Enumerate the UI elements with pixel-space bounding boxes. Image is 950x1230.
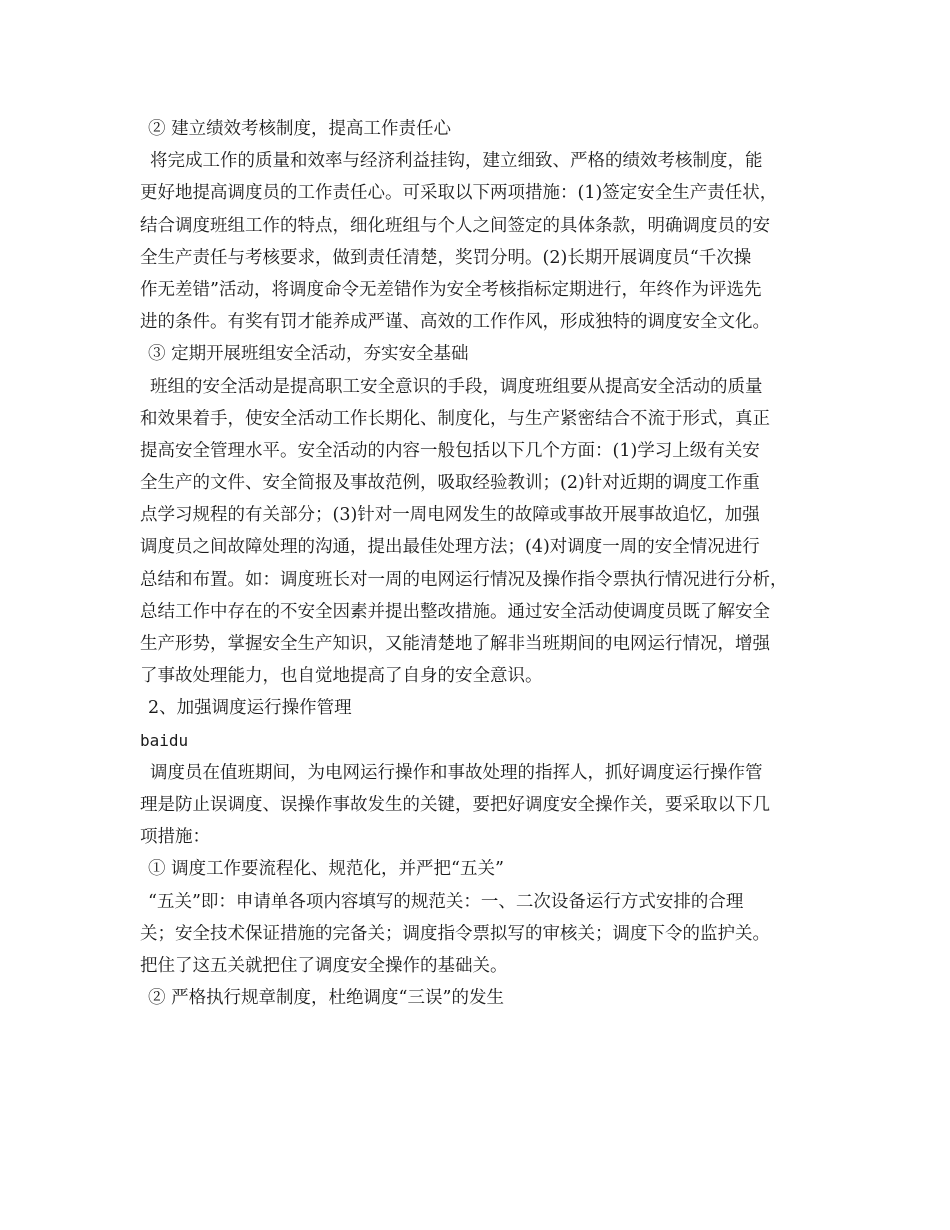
- text-line: 调度员之间故障处理的沟通，提出最佳处理方法；(4)对调度一周的安全情况进行: [140, 537, 760, 558]
- text-line: 总结和布置。如：调度班长对一周的电网运行情况及操作指令票执行情况进行分析，: [140, 569, 788, 590]
- paragraph: [140, 886, 830, 983]
- text-line: 关；安全技术保证措施的完备关；调度指令票拟写的审核关；调度下令的监护关。: [140, 923, 770, 944]
- text-line: 提高安全管理水平。安全活动的内容一般包括以下几个方面：(1)学习上级有关安: [140, 440, 760, 461]
- text-line: 作无差错”活动，将调度命令无差错作为安全考核指标定期进行，年终作为评选先: [140, 279, 762, 300]
- paragraph: [140, 757, 830, 854]
- text-line: ② 严格执行规章制度，杜绝调度“三误”的发生: [148, 988, 504, 1009]
- text-line: 和效果着手，使安全活动工作长期化、制度化，与生产紧密结合不流于形式，真正: [140, 408, 770, 429]
- section-heading: [140, 692, 830, 724]
- text-line: 理是防止误调度、误操作事故发生的关键，要把好调度安全操作关，要采取以下几: [140, 794, 770, 815]
- text-line: ③ 定期开展班组安全活动，夯实安全基础: [148, 344, 469, 365]
- text-line: 调度员在值班期间，为电网运行操作和事故处理的指挥人，抓好调度运行操作管: [150, 762, 763, 783]
- text-line: 全生产的文件、安全简报及事故范例，吸取经验教训；(2)针对近期的调度工作重: [140, 473, 760, 494]
- paragraph: [140, 371, 830, 693]
- section-heading: [140, 338, 830, 370]
- stray-text: [140, 725, 830, 757]
- document-body: [140, 113, 830, 1014]
- text-line: 班组的安全活动是提高职工安全意识的手段，调度班组要从提高安全活动的质量: [150, 376, 763, 397]
- paragraph: [140, 145, 830, 338]
- text-line: 更好地提高调度员的工作责任心。可采取以下两项措施：(1)签定安全生产责任状，: [140, 183, 778, 204]
- text-line: 结合调度班组工作的特点，细化班组与个人之间签定的具体条款，明确调度员的安: [140, 215, 770, 236]
- text-line: 项措施：: [140, 827, 210, 848]
- section-heading: [140, 113, 830, 145]
- text-line: 将完成工作的质量和效率与经济利益挂钩，建立细致、严格的绩效考核制度，能: [150, 151, 763, 172]
- text-line: 总结工作中存在的不安全因素并提出整改措施。通过安全活动使调度员既了解安全: [140, 601, 770, 622]
- text-line: 把住了这五关就把住了调度安全操作的基础关。: [140, 955, 508, 976]
- section-heading: [140, 853, 830, 885]
- text-line: “五关”即：申请单各项内容填写的规范关：一、二次设备运行方式安排的合理: [148, 891, 744, 912]
- text-line: 2、加强调度运行操作管理: [148, 698, 352, 719]
- text-line: 全生产责任与考核要求，做到责任清楚，奖罚分明。(2)长期开展调度员“千次操: [140, 247, 752, 268]
- text-line: 了事故处理能力，也自觉地提高了自身的安全意识。: [140, 666, 543, 687]
- text-line: 点学习规程的有关部分；(3)针对一周电网发生的故障或事故开展事故追忆，加强: [140, 505, 760, 526]
- text-line: ② 建立绩效考核制度，提高工作责任心: [148, 119, 452, 139]
- section-heading: [140, 982, 830, 1014]
- text-line: 进的条件。有奖有罚才能养成严谨、高效的工作作风，形成独特的调度安全文化。: [140, 312, 770, 333]
- text-line: ① 调度工作要流程化、规范化，并严把“五关”: [148, 859, 504, 880]
- text-line: baidu: [140, 730, 189, 750]
- text-line: 生产形势，掌握安全生产知识，又能清楚地了解非当班期间的电网运行情况，增强: [140, 634, 770, 654]
